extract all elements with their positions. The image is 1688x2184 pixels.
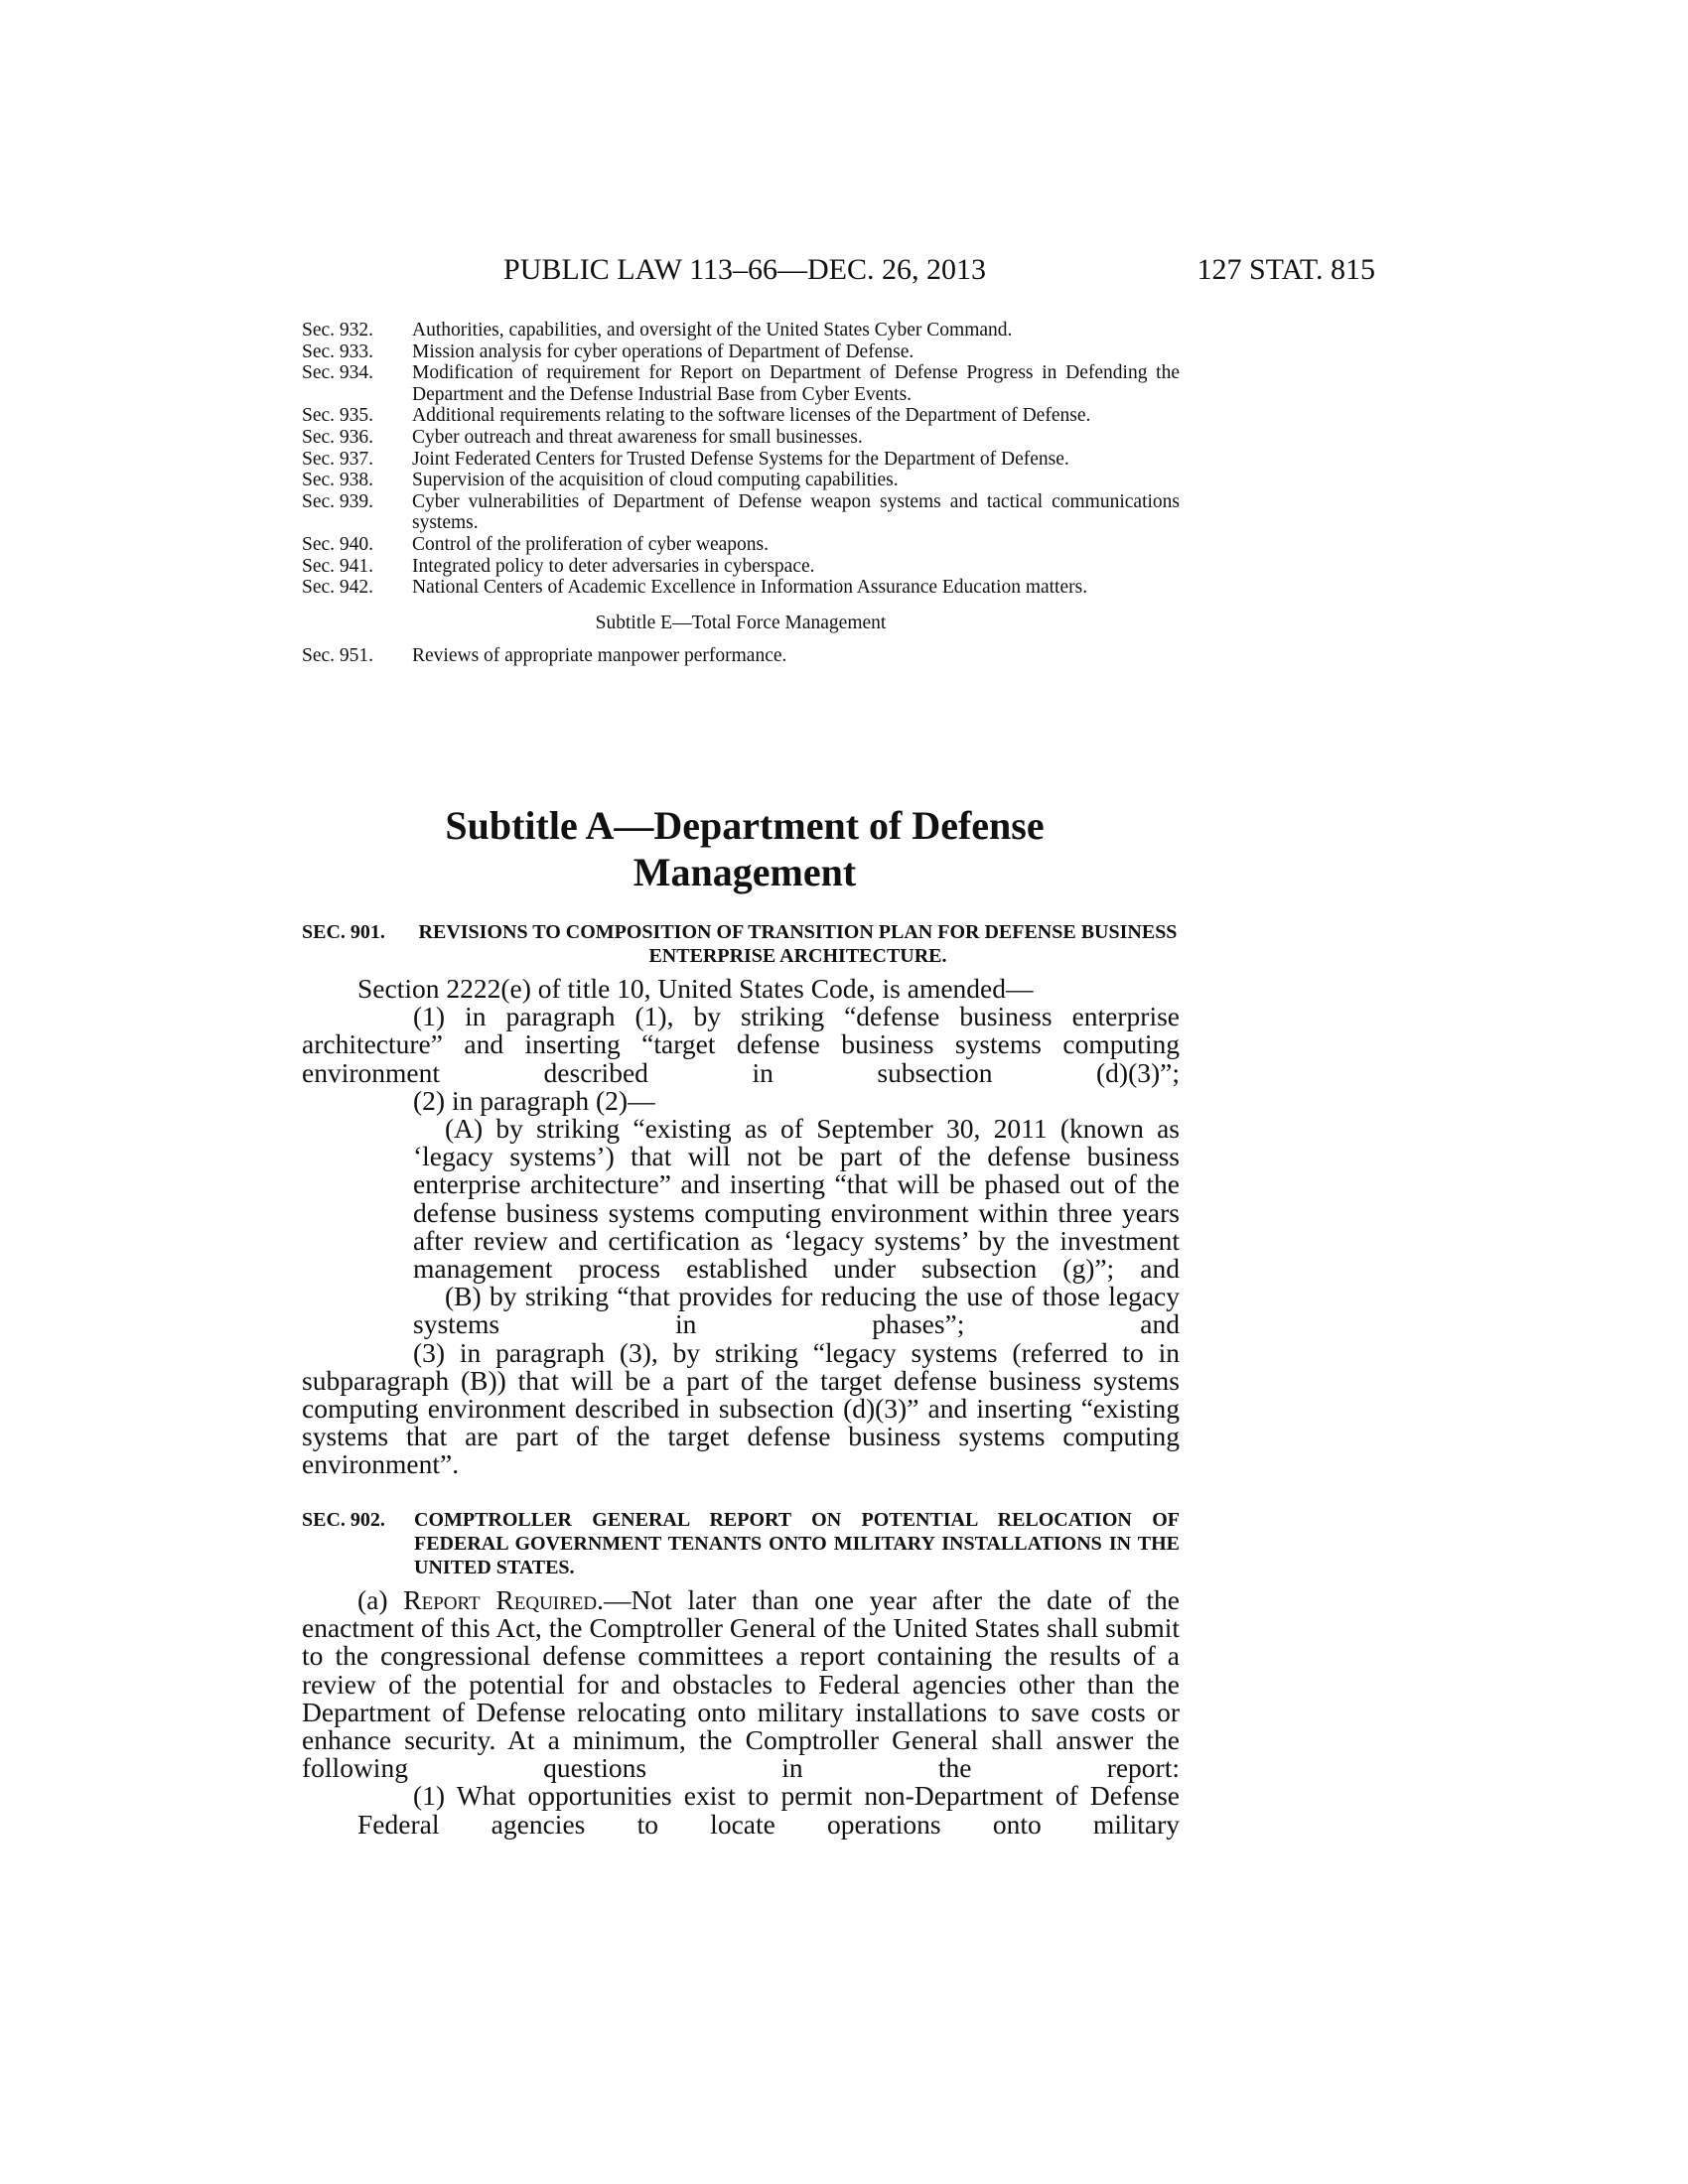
section-heading: SEC. 902. COMPTROLLER GENERAL REPORT ON POTENTIAL RELOCATION OF FEDERAL GOVERNMENT TENANTS ONTO MILITARY INSTALLATIONS IN THE UNITED STATES. <box>302 1509 1180 1578</box>
toc-entry: Sec. 937. Joint Federated Centers for Trusted Defense Systems for the Department of Defense. <box>302 448 1069 470</box>
toc-entry: Sec. 932. Authorities, capabilities, and oversight of the United States Cyber Command. <box>302 320 1013 341</box>
paragraph: (a) Report Required.—Not later than one year after the date of the enactment of this Act, the Comptroller General of the United States shall submit to the congressional defense committees a report containing the results of a review of the potential for and obstacles to Federal agencies other than the Department of Defense relocating onto military installations to save costs or enhance security. At a minimum, the Comptroller General shall answer the following questions in the report: <box>302 1584 1180 1784</box>
toc-entry: Sec. 939. Cyber vulnerabilities of Department of Defense weapon systems and tactical communications systems. <box>302 490 1180 534</box>
page-header <box>0 250 1688 290</box>
toc-entry: Sec. 935. Additional requirements relating to the software licenses of the Department of Defense. <box>302 405 1091 427</box>
paragraph: (2) in paragraph (2)— <box>413 1084 655 1116</box>
paragraph: Section 2222(e) of title 10, United States Code, is amended— <box>357 973 1034 1004</box>
paragraph: (1) What opportunities exist to permit non-Department of Defense Federal agencies to locate operations onto military <box>357 1780 1180 1840</box>
toc-entry: Sec. 933. Mission analysis for cyber operations of Department of Defense. <box>302 341 914 362</box>
paragraph: (B) by striking “that provides for reducing the use of those legacy systems in phases”; and <box>413 1281 1180 1340</box>
toc-entry: Sec. 936. Cyber outreach and threat awareness for small businesses. <box>302 426 863 448</box>
toc-entry: Sec. 951. Reviews of appropriate manpower performance. <box>302 645 787 667</box>
section-body <box>302 975 1180 1479</box>
toc-subtitle-heading: Subtitle E—Total Force Management <box>595 612 887 633</box>
section-heading: SEC. 901. REVISIONS TO COMPOSITION OF TRANSITION PLAN FOR DEFENSE BUSINESS ENTERPRISE ARCHITECTURE. <box>302 921 1178 967</box>
toc-entry: Sec. 940. Control of the proliferation of cyber weapons. <box>302 533 770 555</box>
section-body <box>302 1586 1180 1839</box>
paragraph: (3) in paragraph (3), by striking “legacy systems (referred to in subparagraph (B)) that will be a part of the target defense business systems computing environment described in subsection (d)(3)” and inserting “existing systems that are part of the target defense business systems computing environment”. <box>302 1336 1180 1480</box>
toc-entry: Sec. 942. National Centers of Academic Excellence in Information Assurance Education matters. <box>302 577 1088 599</box>
table-of-contents <box>302 320 1180 667</box>
paragraph: (1) in paragraph (1), by striking “defense business enterprise architecture” and inserting “target defense business systems computing environment described in subsection (d)(3)”; <box>302 1001 1180 1088</box>
toc-entry: Sec. 938. Supervision of the acquisition of cloud computing capabilities. <box>302 470 899 491</box>
paragraph-caption: Report Required <box>403 1584 598 1615</box>
paragraph: (A) by striking “existing as of September 30, 2011 (known as ‘legacy systems’) that will not be part of the defense business enterprise architecture” and inserting “that will be phased out of the defense business systems computing environment within three years after review and certification as ‘legacy systems’ by the investment management process established under subsection (g)”; and <box>413 1113 1180 1285</box>
statute-page-number: 127 STAT. 815 <box>1196 253 1375 286</box>
toc-entry: Sec. 941. Integrated policy to deter adversaries in cyberspace. <box>302 555 815 577</box>
toc-entry: Sec. 934. Modification of requirement for Report on Department of Defense Progress in Defending the Department and the Defense Industrial Base from Cyber Events. <box>302 362 1180 405</box>
public-law-citation: PUBLIC LAW 113–66—DEC. 26, 2013 <box>503 253 986 286</box>
subtitle-heading: Subtitle A—Department of Defense Management <box>445 803 1045 894</box>
